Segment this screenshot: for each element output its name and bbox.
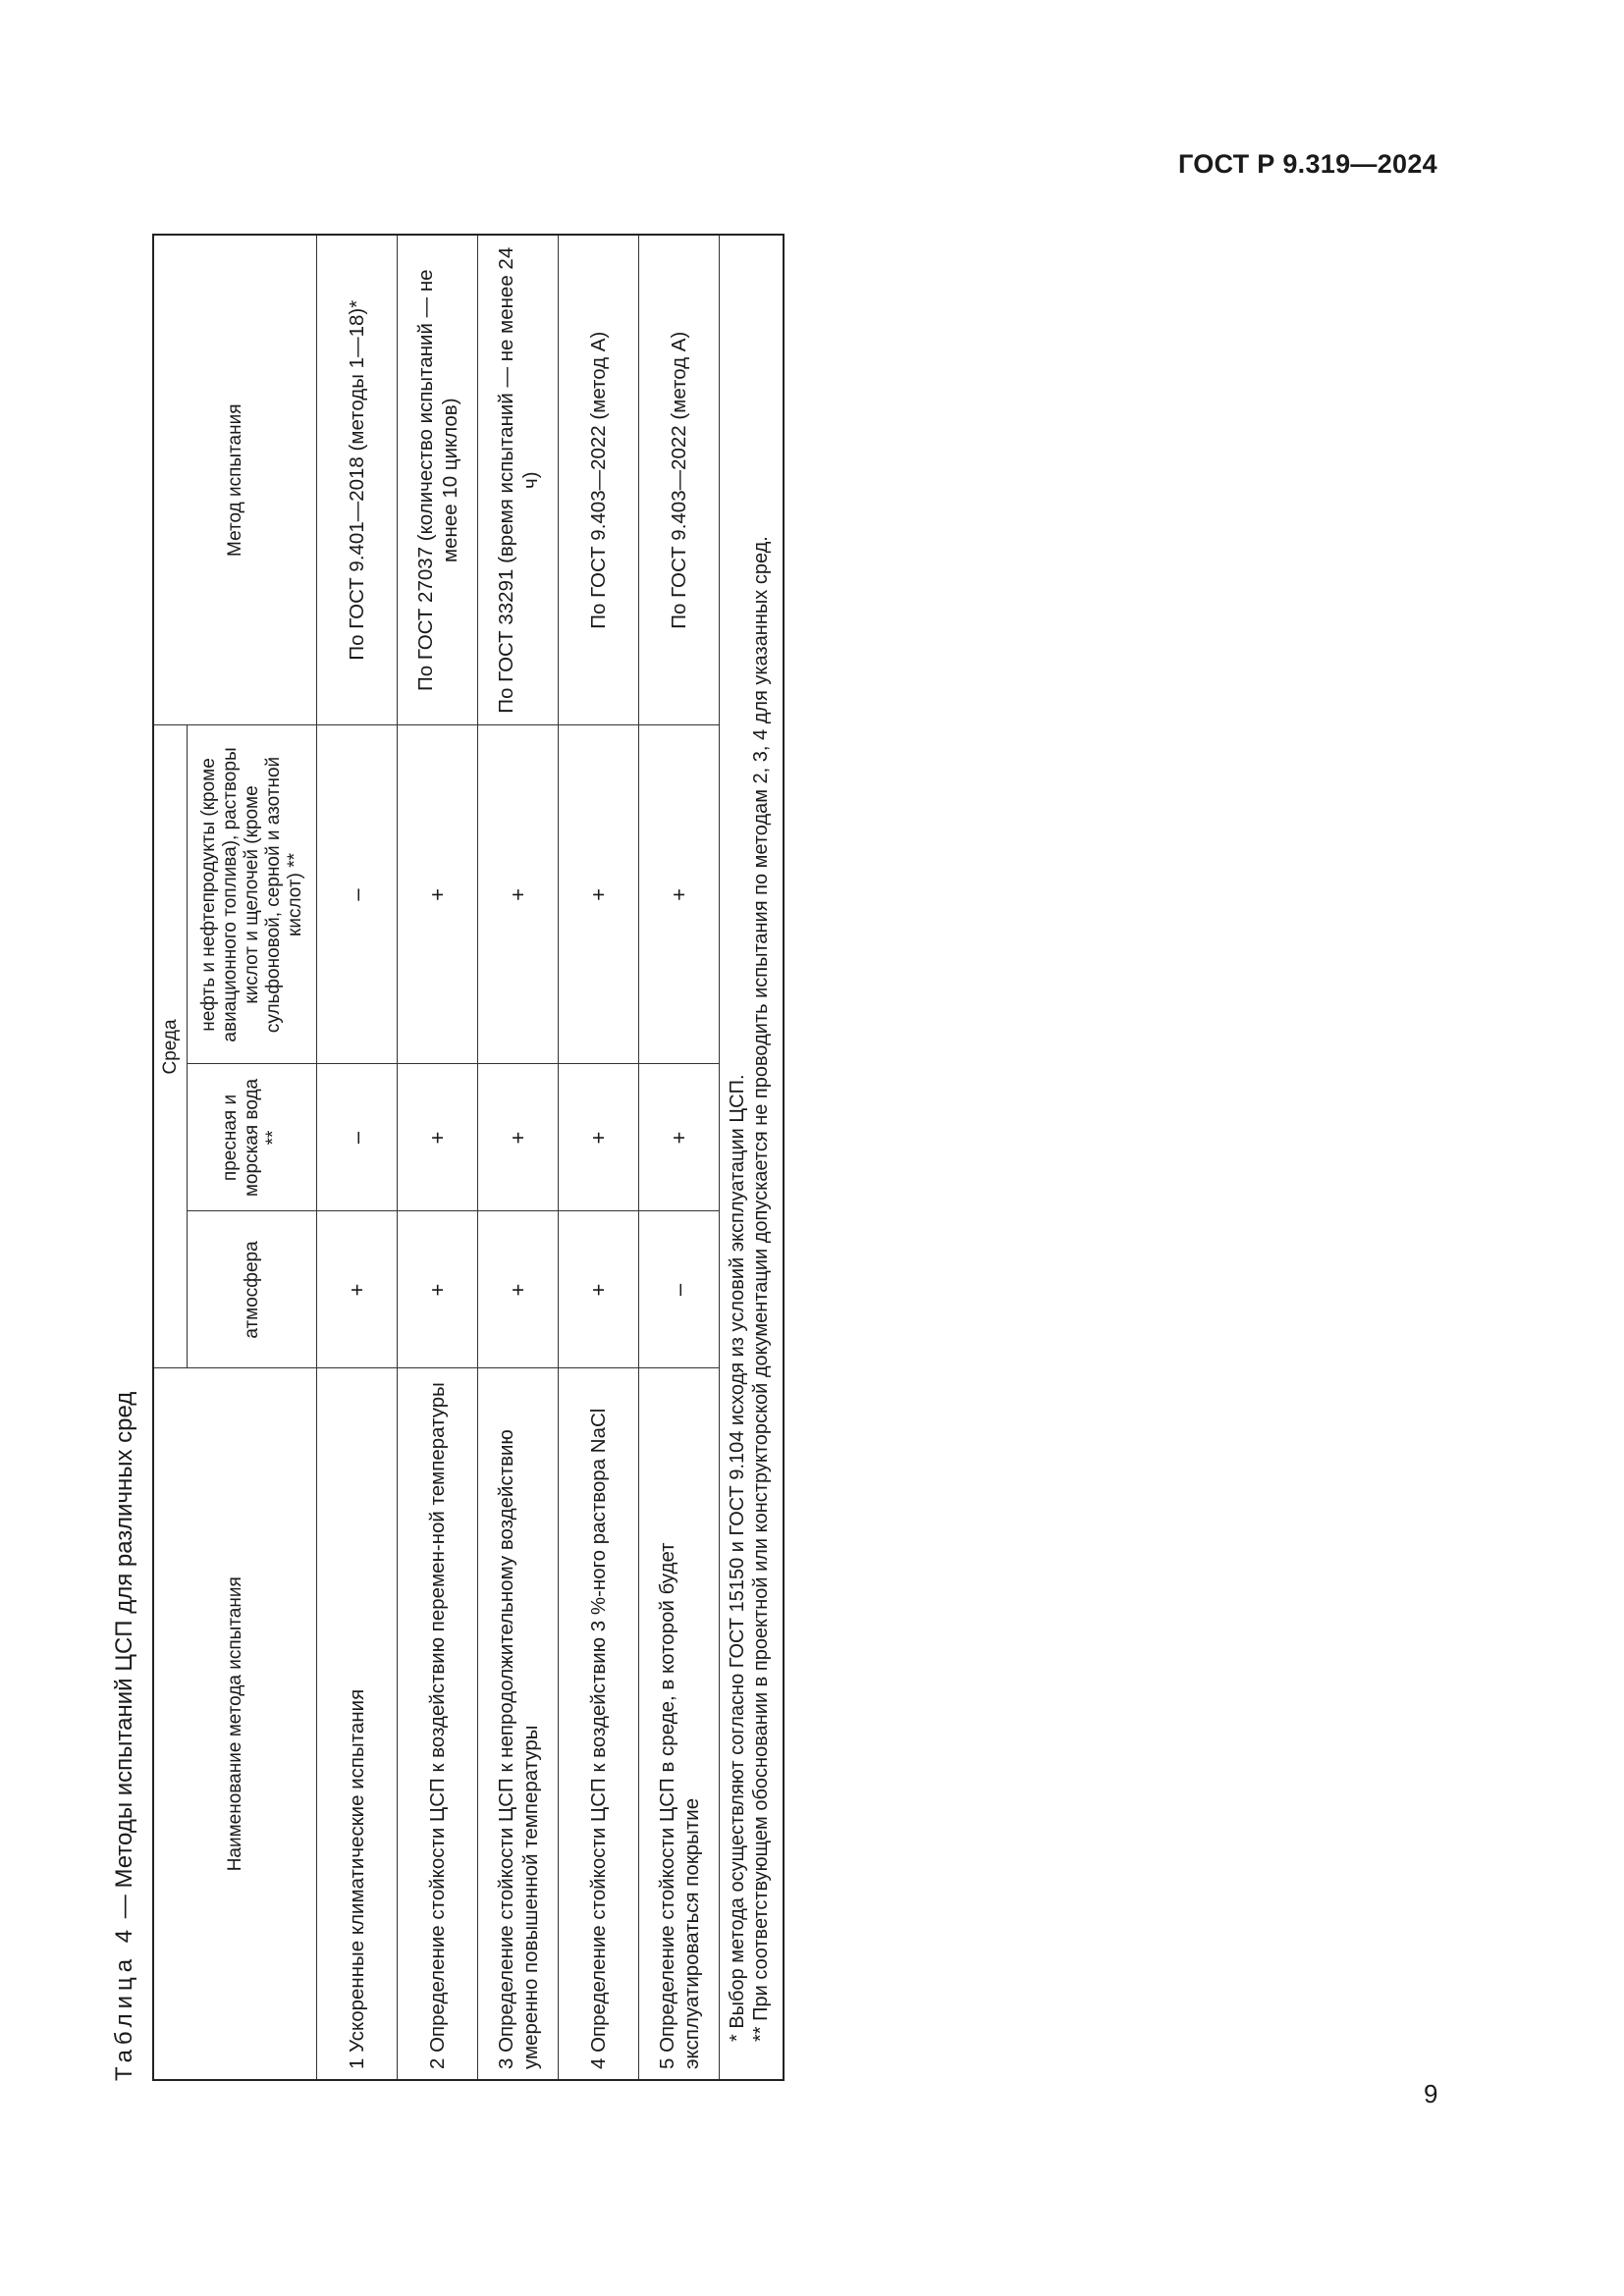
row-atmosphere-mark: + (317, 1211, 398, 1368)
row-water-mark: + (398, 1064, 478, 1211)
methods-table (152, 234, 785, 2081)
standard-code-header: ГОСТ Р 9.319—2024 (1177, 149, 1437, 179)
row-water-mark: + (559, 1064, 639, 1211)
table-caption-title: Методы испытаний ЦСП для различных сред (111, 1391, 137, 1889)
row-oil-mark: + (639, 725, 720, 1064)
row-method-name: 4 Определение стойкости ЦСП к воздействию 3 %-ного раствора NaCl (559, 1368, 639, 2080)
row-method-name: 1 Ускоренные климатические испытания (317, 1368, 398, 2080)
row-test-method: По ГОСТ 9.403—2022 (метод А) (559, 235, 639, 725)
table-row (639, 235, 720, 2080)
table-notes-row (720, 235, 785, 2080)
table-row (559, 235, 639, 2080)
footnote-1: * Выбор метода осуществляют согласно ГОСТ 15150 и ГОСТ 9.104 исходя из условий эксплуатации ЦСП. (727, 1074, 748, 2042)
header-water: пресная и морская вода ** (188, 1064, 317, 1211)
row-oil-mark: – (317, 725, 398, 1064)
row-water-mark: + (478, 1064, 559, 1211)
header-oil-solutions: нефть и нефтепродукты (кроме авиационного топлива), растворы кислот и щелочей (кроме сульфоновой, серной и азотной кислот) ** (188, 725, 317, 1064)
header-environment: Среда (153, 725, 188, 1368)
footnote-2: ** При соответствующем обосновании в проектной или конструкторской документации допускается не проводить испытания по методам 2, 3, 4 для указанных сред. (750, 536, 772, 2042)
row-water-mark: – (317, 1064, 398, 1211)
table-caption-dash: — (111, 1888, 137, 1925)
rotated-table-block (108, 216, 815, 2081)
row-method-name: 2 Определение стойкости ЦСП к воздействию перемен-ной температуры (398, 1368, 478, 2080)
table-row (317, 235, 398, 2080)
row-test-method: По ГОСТ 33291 (время испытаний — не менее 24 ч) (478, 235, 559, 725)
table-caption (110, 1392, 139, 2081)
row-atmosphere-mark: + (478, 1211, 559, 1368)
header-test-method: Метод испытания (153, 235, 317, 725)
row-water-mark: + (639, 1064, 720, 1211)
page-number: 9 (1424, 2079, 1438, 2109)
row-test-method: По ГОСТ 9.403—2022 (метод А) (639, 235, 720, 725)
row-oil-mark: + (559, 725, 639, 1064)
row-oil-mark: + (478, 725, 559, 1064)
row-test-method: По ГОСТ 9.401—2018 (методы 1—18)* (317, 235, 398, 725)
row-atmosphere-mark: – (639, 1211, 720, 1368)
header-method-name: Наименование метода испытания (153, 1368, 317, 2080)
row-atmosphere-mark: + (559, 1211, 639, 1368)
row-atmosphere-mark: + (398, 1211, 478, 1368)
table-row (478, 235, 559, 2080)
table-caption-label: Таблица 4 (111, 1924, 137, 2081)
row-method-name: 5 Определение стойкости ЦСП в среде, в которой будет эксплуатироваться покрытие (639, 1368, 720, 2080)
row-method-name: 3 Определение стойкости ЦСП к непродолжительному воздействию умеренно повышенной температуры (478, 1368, 559, 2080)
table-notes (720, 235, 785, 2080)
header-atmosphere: атмосфера (188, 1211, 317, 1368)
table-row (398, 235, 478, 2080)
row-test-method: По ГОСТ 27037 (количество испытаний — не менее 10 циклов) (398, 235, 478, 725)
row-oil-mark: + (398, 725, 478, 1064)
